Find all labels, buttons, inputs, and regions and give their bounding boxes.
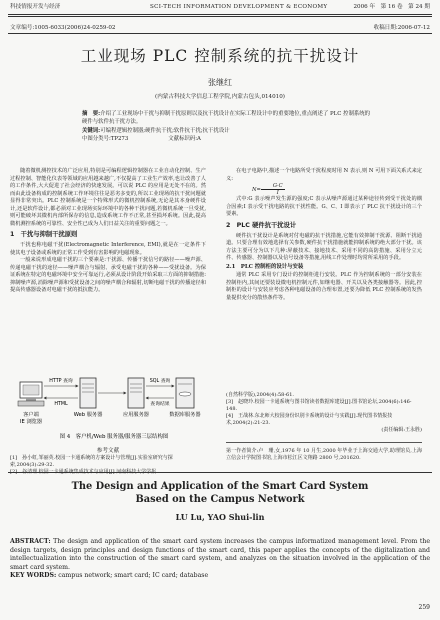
header-rule-2 xyxy=(8,16,432,17)
english-title-line-1: The Design and Application of the Smart Card System xyxy=(71,481,369,492)
formula-numerator: G·C xyxy=(261,183,285,190)
subsection-2-1-paragraph: 通常 PLC 采用专门设计的控制柜进行安装。PLC 作为控制系统的一部分安装在控制柜内,其间还要装设微电机控制元件,如继电器、开关以及各类接触器等。因此,控制柜的设计与安装应考虑各种电磁设备的合理布置,还要为降低 PLC 控制系统的发热量提供充分的散热条件等。 xyxy=(226,272,422,301)
received-date: 收稿日期:2006-07-12 xyxy=(373,25,430,31)
abstract xyxy=(82,110,372,127)
right-column xyxy=(226,168,422,302)
three-tier-diagram xyxy=(14,364,214,446)
html-label: HTML xyxy=(54,402,68,407)
reference-item: [4] 王战林.东北师大校园身份识别卡系统的设计与实践[J].现代图书情报技术,2004(2):21-23. xyxy=(226,413,393,426)
classification xyxy=(82,135,372,143)
client-computer-icon xyxy=(18,382,44,406)
client-label: 客户端 xyxy=(23,412,39,418)
web-server-icon xyxy=(80,378,96,408)
references-title: 参考文献 xyxy=(96,448,120,454)
author-bio: 第一作者简介:卢 珊,女,1976 年 10 月生,2000 年毕业于上海交通大学,助理馆员,上海立信会计学院图书馆,上海市松江区文翔路 2800 号,201620. xyxy=(226,448,422,461)
right-references xyxy=(226,392,422,434)
paragraph: 在电子电路中,描述一个电路所受干扰程度时用 N 表示,则 N 可用下面关系式来定义: xyxy=(226,168,422,182)
web-server-label: Web 服务器 xyxy=(73,412,103,418)
section-1-heading: 1 干扰与抑制干扰原则 xyxy=(10,231,78,238)
bio-rule xyxy=(226,442,422,443)
reference-item: [3] 赵晓玲.校园一卡通系统与图书馆读者数据库建设[J].图书馆论坛,2004(6):146-148. xyxy=(226,399,412,412)
section-2-heading: 2 PLC 硬件抗干扰设计 xyxy=(226,221,297,229)
clc-number: 中图分类号:TP273 xyxy=(82,136,129,143)
section-2-paragraph: 硬件抗干扰设计是系统对付电磁的抗干扰措施,它能有效抑制干扰源、阻断干扰通道。只要合理有效地选择有关参数,硬件抗干扰措施就能抑制系统的绝大部分干扰。该方法主要可分为以下几种:屏蔽技术、接地技术、采用不同的高防措施、采用分立元件、传感器、控制器以及信号设备等措施,用线工作处理时均常所采用的手段。 xyxy=(226,232,422,261)
section-1-paragraph: 干扰也称电磁干扰(Electromagnetic Interference, EMI),就是在一定条件下使其电子设备或系统的正常工作受到有害影响的电磁现象。 xyxy=(10,242,206,256)
sql-result-label: 查询结果 xyxy=(150,402,170,407)
issue-info: 2006 年 第 16 卷 第 24 期 xyxy=(353,4,430,10)
reference-item: [1] 孙小虹,邹丽英.校园一卡通系统的方案设计与管理[J].实验室研究与探索,2004(3):29-32. xyxy=(10,455,173,468)
browser-label: IE 浏览器 xyxy=(19,419,43,425)
keywords-label: 关键词: xyxy=(82,127,101,134)
english-authors: LU Lu, YAO Shui-lin xyxy=(175,512,265,522)
article-number: 文章编号:1005-6033(2006)24-0259-02 xyxy=(10,25,116,31)
english-abstract-text: The design and application of the smart card system increases the campus informatized management level. From the design targets, design principles and design functions of the smart card, this paper applies the concepts of the digitalization and intellectualization into the construction of the smart card system, and analyzes on the situation involved in the application of the smart card system. xyxy=(10,538,430,571)
english-title-line-2: Based on the Campus Network xyxy=(135,494,305,505)
database-server-label: 数据库服务器 xyxy=(169,412,201,418)
doc-code: 文献标识码:A xyxy=(168,136,201,143)
app-server-label: 应用服务器 xyxy=(123,412,149,418)
english-title xyxy=(0,480,440,506)
app-server-icon xyxy=(128,378,144,408)
journal-name: 科技情报开发与经济 xyxy=(10,4,61,10)
editor-note: (责任编辑:王永胜) xyxy=(381,427,422,433)
figure-caption: 图 4 客户机/Web 服务器/服务器三层结构图 xyxy=(59,434,169,440)
subsection-2-1-heading: 2.1 PLC 控制柜的设计与安装 xyxy=(226,263,304,270)
keywords-text: 可编程逻辑控制器;硬件抗干扰;软件抗干扰;抗干扰设计 xyxy=(100,127,230,134)
reference-item: [2] 谷清理.校园一卡通系统集成技术与应用[J].河南科技大学学报 xyxy=(10,469,157,475)
interference-formula xyxy=(226,183,422,196)
keywords xyxy=(82,127,372,135)
abstract-label: 摘 要: xyxy=(82,111,101,117)
meta-rule xyxy=(8,33,432,34)
english-abstract xyxy=(10,538,430,572)
abstract-text: 介绍了工业现场中干扰与抑制干扰原则以及抗干扰设计在实际工程设计中的重要地位,重点阐述了 PLC 控制系统的硬件与软件抗干扰方法。 xyxy=(82,111,371,126)
english-abstract-label: ABSTRACT: xyxy=(10,538,51,545)
english-keywords-label: KEY WORDS: xyxy=(10,572,57,580)
author-affiliation: (内蒙古科技大学信息工程学院,内蒙古包头,014010) xyxy=(155,94,285,100)
sql-query-label: SQL 查询 xyxy=(149,379,171,384)
left-column xyxy=(10,168,206,295)
http-query-label: HTTP 查询 xyxy=(49,379,73,384)
page-number: 259 xyxy=(418,604,430,611)
reference-item: (自然科学版),2004(4):58-61. xyxy=(226,392,294,398)
formula-denominator: I xyxy=(276,190,279,196)
database-server-icon xyxy=(176,378,194,408)
journal-english-name: SCI-TECH INFORMATION DEVELOPMENT & ECONOMY xyxy=(150,4,328,10)
author-name: 张继红 xyxy=(208,78,232,87)
section-1-paragraph: 一般来说形成电磁干扰的三个要素是:干扰源、传播干扰信号的路径——噪声源、传递电磁干扰的途径——噪声耦合与辐射、承受电磁干扰的各种——受扰设备。为保证系统在特定的电磁环境中安全可靠运行,必须从设计阶段开始采取三方面的抑制措施:抑制噪声源,消除噪声源和受扰设备之间的噪声耦合和辐射,切断电磁干扰的传播途径和提高传感器设备对电磁干扰的抵抗能力。 xyxy=(10,257,206,293)
english-section-rule xyxy=(8,472,432,473)
paper-title: 工业现场 PLC 控制系统的抗干扰设计 xyxy=(80,47,360,65)
english-keywords-text: campus network; smart card; IC card; database xyxy=(58,572,209,580)
running-header xyxy=(0,0,440,14)
english-abstract-block xyxy=(10,538,430,581)
intro-paragraph: 随着微机测控技术的广泛应用,特别是可编程逻辑控制器在工业自动化控制、生产过程控制、智能化仪表等领域的应用越来越广,不仅提高了工业生产效率,也让改善了人的工作条件,大大促进了社会经济的快速发展。可以说 PLC 的应用是无处不在的。然而由此设备构成的控制系统工作环境往往是恶劣多变的,所以工业现场的抗干扰问题就显得非常突出。PLC 控制系统是一个特殊形式的微机控制系统,无论是其本身硬件设计,还是软件设计,都必须对工业现场实际环境中的各种干扰问题,若微机系统一旦受扰,则可能破坏其微机内部所保存的信息,造成系统工作不正常,甚至损坏系统。因此,提高微机测控系统的可靠性、安全性已成为人们日益关注的重要问题之一。 xyxy=(10,168,206,227)
abstract-block xyxy=(82,110,372,144)
paragraph: 式中:G 表示噪声发生源的强度;C 表示从噪声源通过某种途径传到受干扰处的耦合因素;I 表示受干扰电路的抗干扰性能。G、C、I 即表示了 PLC 抗干扰设计的三个要素。 xyxy=(226,196,422,217)
english-keywords xyxy=(10,572,430,581)
formula-lhs: N= xyxy=(252,187,261,193)
